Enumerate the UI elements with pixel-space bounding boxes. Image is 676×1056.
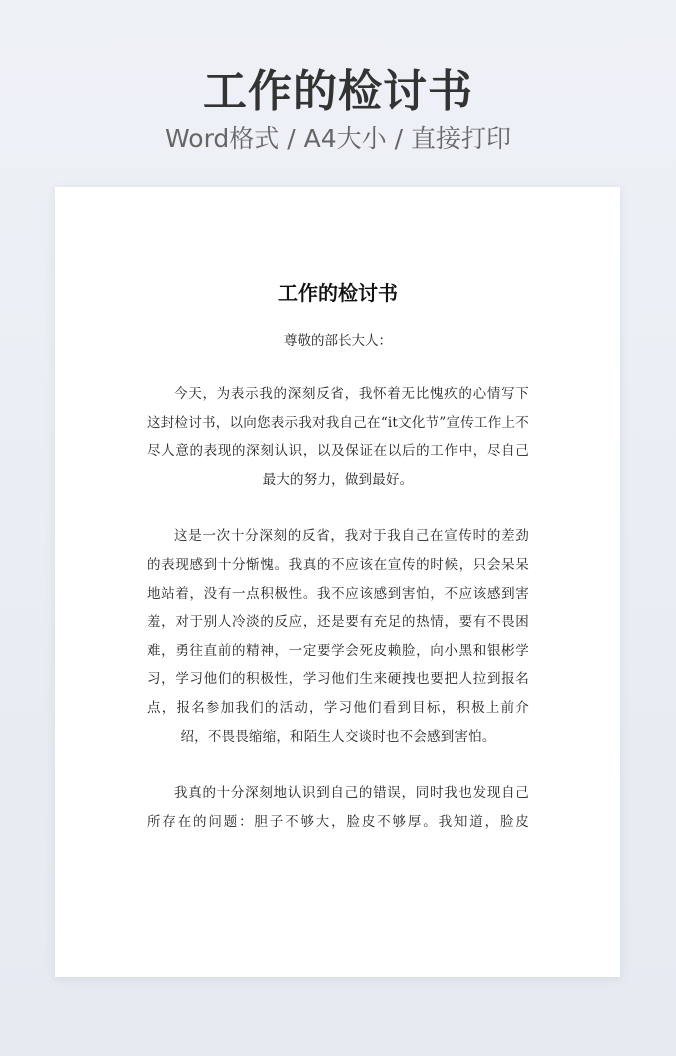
paragraph-2: 这是一次十分深刻的反省，我对于我自己在宣传时的差劲的表现感到十分惭愧。我真的不应该在宣传的时候，只会呆呆地站着，没有一点积极性。我不应该感到害怕，不应该感到害羞，对于别人冷淡的反应，还是要有充足的热情，要有不畏困难，勇往直前的精神，一定要学会死皮赖脸，向小黑和银彬学习，学习他们的积极性，学习他们生来硬拽也要把人拉到报名点，报名参加我们的活动，学习他们看到目标，积极上前介绍，不畏畏缩缩，和陌生人交谈时也不会感到害怕。 [147,528,529,745]
salutation: 尊敬的部长大人： [284,333,392,349]
banner-subtitle: Word格式 / A4大小 / 直接打印 [165,124,511,153]
document-body [147,279,529,864]
header-banner [0,64,676,156]
document-page [55,187,620,977]
paragraph-3: 我真的十分深刻地认识到自己的错误，同时我也发现自己所存在的问题：胆子不够大，脸皮不够厚。我知道，脸皮 [147,785,529,830]
banner-title: 工作的检讨书 [203,66,473,117]
document-title: 工作的检讨书 [278,281,398,305]
paragraph-1: 今天，为表示我的深刻反省，我怀着无比愧疚的心情写下这封检讨书，以向您表示我对我自己在“it文化节”宣传工作上不尽人意的表现的深刻认识，以及保证在以后的工作中，尽自己最大的努力，做到最好。 [147,386,529,488]
